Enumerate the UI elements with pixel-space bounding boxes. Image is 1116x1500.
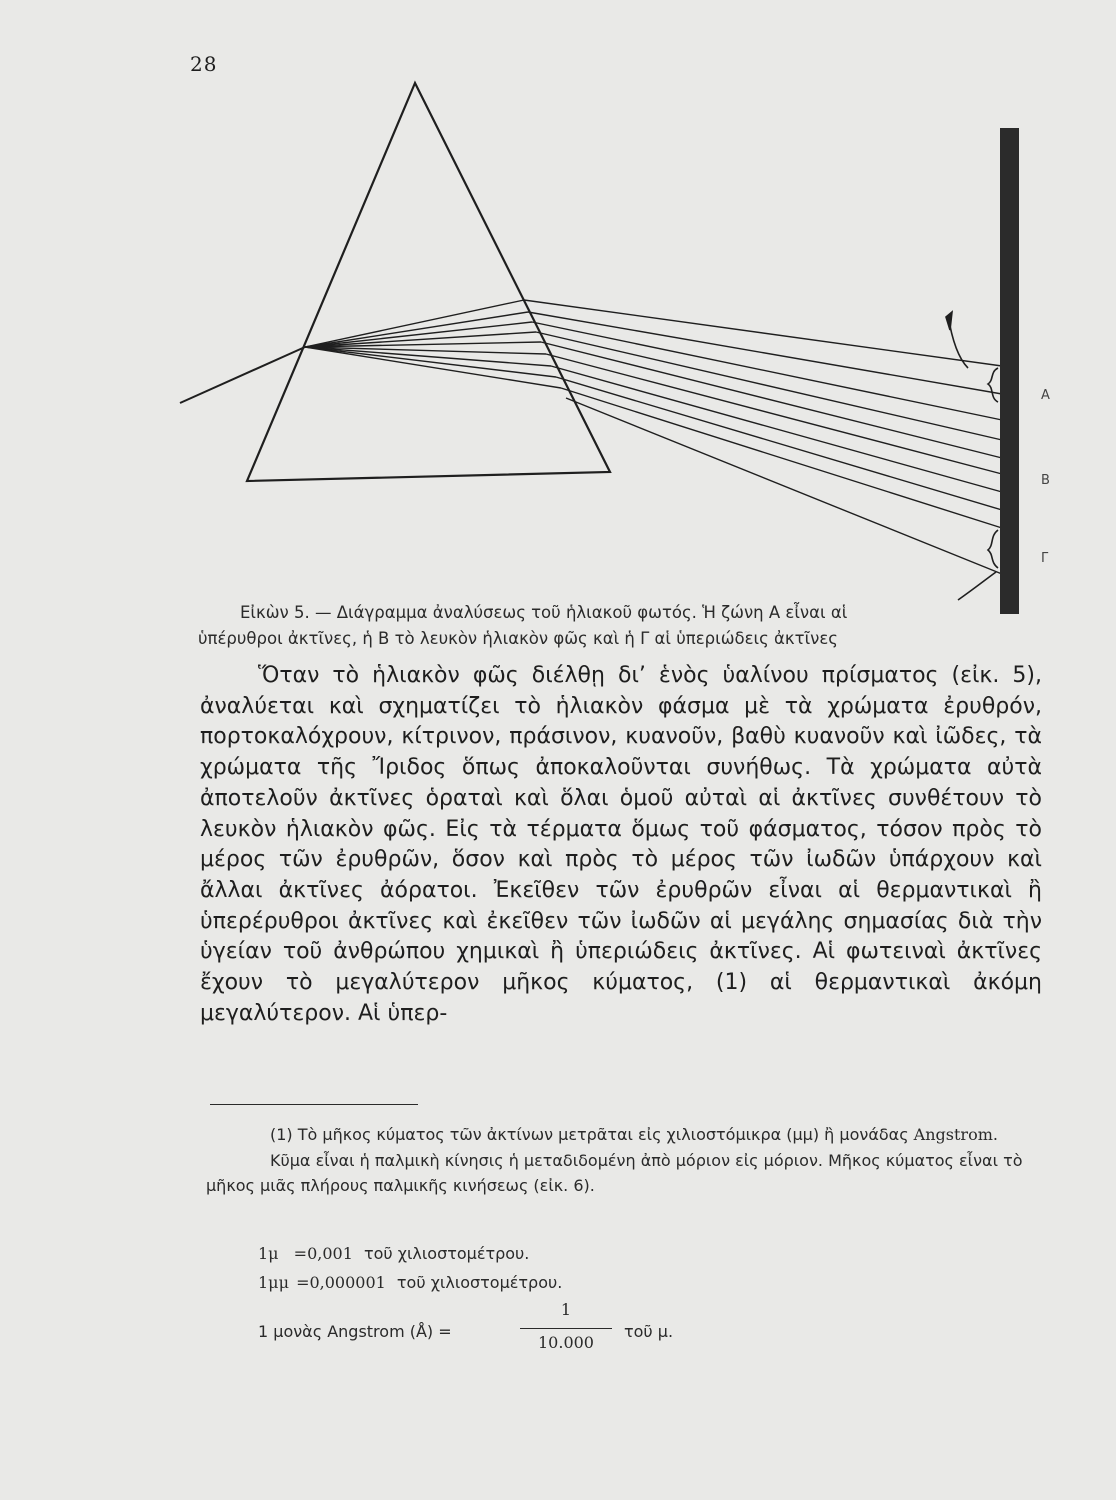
figure-caption [198,600,1020,652]
fraction-bar [520,1328,612,1329]
eq3-denominator: 10.000 [538,1333,594,1352]
footnotes [206,1122,1058,1199]
eq2-tail: τοῦ χιλιοστομέτρου. [396,1273,563,1292]
footnote-1-unit: Angstrom. [913,1125,998,1144]
eq1-lhs: 1μ [258,1244,279,1263]
footnote-rule [210,1104,418,1105]
caption-line-2: ὑπέρυθροι ἀκτῖνες, ἡ Β τὸ λευκὸν ἡλιακὸν φῶς καὶ ἡ Γ αἱ ὑπεριώδεις ἀκτῖνες [198,629,838,648]
equation-3-tail: τοῦ μ. [624,1322,674,1341]
footnote-1-text: (1) Τὸ μῆκος κύματος τῶν ἀκτίνων μετρᾶται εἰς χιλιοστόμικρα (μμ) ἢ μονάδας [270,1125,914,1144]
eq1-tail: τοῦ χιλιοστομέτρου. [363,1244,530,1263]
incident-ray [180,347,305,403]
equation-2 [258,1273,562,1292]
zone-label-a: A [1041,388,1050,403]
spectrum-rays [524,300,1002,574]
prism-dispersion-diagram [0,0,1116,620]
eq3-numerator: 1 [560,1300,572,1319]
equation-1 [258,1244,529,1263]
footnote-1 [206,1122,1058,1148]
eq1-rhs: =0,001 [293,1244,353,1263]
zone-brackets [946,312,998,600]
body-paragraph: Ὅταν τὸ ἡλιακὸν φῶς διέλθῃ δι’ ἑνὸς ὑαλίνου πρίσματος (εἰκ. 5), ἀναλύεται καὶ σχηματίζει τὸ ἡλιακὸν φάσμα μὲ τὰ χρώματα ἐρυθρόν, πορτοκαλόχρουν, κίτρινον, πράσινον, κυανοῦν, βαθὺ κυανοῦν καὶ ἰῶδες, τὰ χρώματα τῆς Ἴριδος ὅπως ἀποκαλοῦνται συνήθως. Τὰ χρώματα αὐτὰ ἀποτελοῦν ἀκτῖνες ὁραταὶ καὶ ὅλαι ὁμοῦ αὐταὶ αἱ ἀκτῖνες συνθέτουν τὸ λευκὸν ἡλιακὸν φῶς. Εἰς τὰ τέρματα ὅμως τοῦ φάσματος, τόσον πρὸς τὸ μέρος τῶν ἐρυθρῶν, ὅσον καὶ πρὸς τὸ μέρος τῶν ἰωδῶν ὑπάρχουν καὶ ἄλλαι ἀκτῖνες ἀόρατοι. Ἐκεῖθεν τῶν ἐρυθρῶν εἶναι αἱ θερμαντικαὶ ἢ ὑπερέρυθροι ἀκτῖνες καὶ ἐκεῖθεν τῶν ἰωδῶν αἱ μεγάλης σημασίας διὰ τὴν ὑγείαν τοῦ ἀνθρώπου χημικαὶ ἢ ὑπεριώδεις ἀκτῖνες. Αἱ φωτειναὶ ἀκτῖνες ἔχουν τὸ μεγαλύτερον μῆκος κύματος, (1) αἱ θερμαντικαὶ ἀκόμη μεγαλύτερον. Αἱ ὑπερ- [200,663,1042,1026]
body-text [200,661,1042,1029]
eq2-rhs: =0,000001 [296,1273,386,1292]
zone-label-b: B [1041,473,1050,488]
prism-triangle [247,83,610,481]
wave-definition: Κῦμα εἶναι ἡ παλμικὴ κίνησις ἡ μεταδιδομένη ἀπὸ μόριον εἰς μόριον. Μῆκος κύματος εἶναι τὸ μῆκος μιᾶς πλήρους παλμικῆς κινήσεως (εἰκ. 6). [206,1150,1023,1195]
eq2-lhs: 1μμ [258,1273,289,1292]
equation-3-fraction [520,1300,612,1352]
caption-line-1: Εἰκὼν 5. — Διάγραμμα ἀναλύσεως τοῦ ἡλιακοῦ φωτός. Ἡ ζώνη Α εἶναι αἱ [240,603,848,622]
screen-bar [1000,128,1019,614]
internal-rays [305,300,561,388]
equation-3-lhs: 1 μονὰς Angstrom (Å) = [258,1322,452,1341]
zone-label-c: Γ [1041,551,1049,566]
page-number: 28 [190,52,218,76]
